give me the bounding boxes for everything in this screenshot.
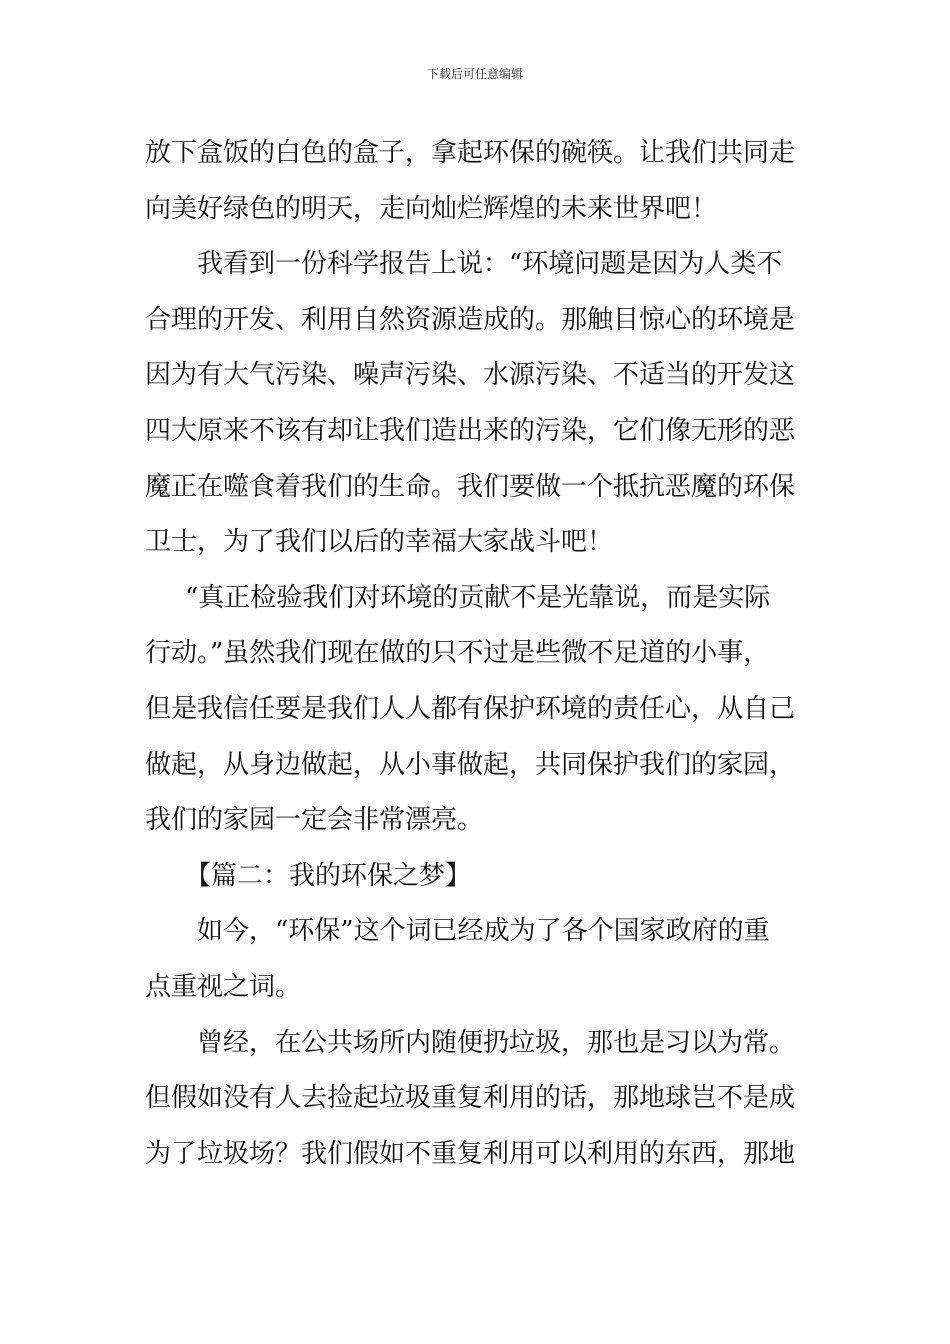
text-line: 卫士，为了我们以后的幸福大家战斗吧！ — [145, 527, 614, 558]
page-header-note: 下载后可任意编辑 — [426, 67, 523, 81]
text-line: 放下盒饭的白色的盒子，拿起环保的碗筷。让我们共同走 — [145, 138, 796, 168]
text-line: 我看到一份科学报告上说：“环境问题是因为人类不 — [197, 249, 783, 280]
document-body — [145, 126, 810, 1182]
text-line: 为了垃圾场？我们假如不重复利用可以利用的东西，那地 — [145, 1138, 796, 1169]
text-line: 点重视之词。 — [145, 971, 302, 1002]
text-line: 如今，“环保”这个词已经成为了各个国家政府的重 — [197, 916, 770, 947]
text-line: 向美好绿色的明天，走向灿烂辉煌的未来世界吧！ — [145, 193, 718, 224]
text-line: 合理的开发、利用自然资源造成的。那触目惊心的环境是 — [145, 304, 796, 335]
text-line: 但是我信任要是我们人人都有保护环境的责任心，从自己 — [145, 693, 796, 724]
text-line: 四大原来不该有却让我们造出来的污染，它们像无形的恶 — [145, 415, 796, 446]
text-line: 行动。”虽然我们现在做的只不过是些微不足道的小事， — [145, 638, 770, 669]
text-line: 曾经，在公共场所内随便扔垃圾，那也是习以为常。 — [197, 1027, 796, 1058]
text-line: 但假如没有人去捡起垃圾重复利用的话，那地球岂不是成 — [145, 1083, 796, 1114]
section-heading: 【篇二：我的环保之梦】 — [185, 860, 472, 891]
text-line: 因为有大气污染、噪声污染、水源污染、不适当的开发这 — [145, 360, 796, 391]
text-line: “真正检验我们对环境的贡献不是光靠说，而是实际 — [185, 582, 771, 613]
text-line: 做起，从身边做起，从小事做起，共同保护我们的家园， — [145, 749, 796, 780]
text-line: 魔正在噬食着我们的生命。我们要做一个抵抗恶魔的环保 — [145, 471, 796, 502]
text-line: 我们的家园一定会非常漂亮。 — [145, 805, 484, 836]
